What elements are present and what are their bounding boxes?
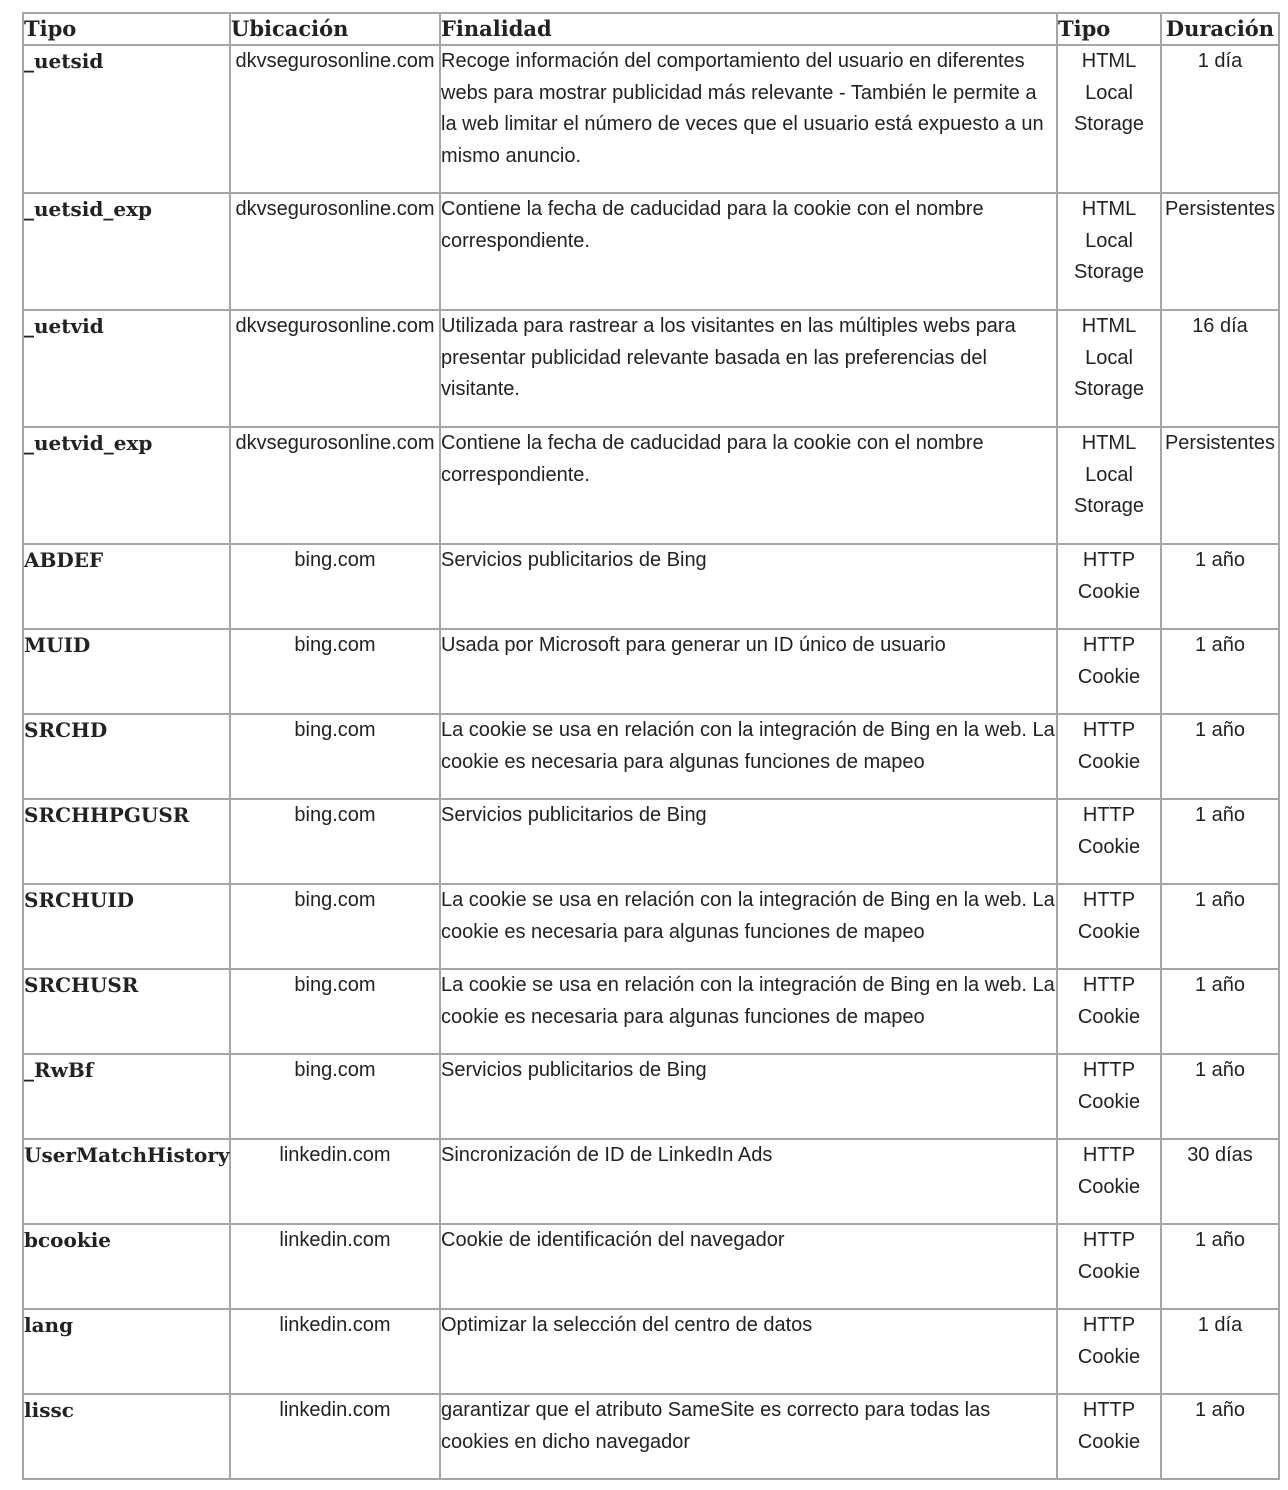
cookie-name: ABDEF	[23, 544, 230, 629]
cookie-name: bcookie	[23, 1224, 230, 1309]
table-row	[23, 193, 1279, 310]
cookie-type: HTTP Cookie	[1057, 1054, 1161, 1139]
cookie-name: _uetsid_exp	[23, 193, 230, 310]
table-row	[23, 1224, 1279, 1309]
cookie-purpose: Servicios publicitarios de Bing	[440, 544, 1057, 629]
cookie-location: bing.com	[230, 969, 440, 1054]
header-type: Tipo	[1057, 13, 1161, 45]
cookie-location: bing.com	[230, 884, 440, 969]
cookie-location: bing.com	[230, 629, 440, 714]
cookie-duration: 1 año	[1161, 1054, 1279, 1139]
header-location: Ubicación	[230, 13, 440, 45]
cookie-location: bing.com	[230, 714, 440, 799]
table-row	[23, 45, 1279, 193]
cookie-type: HTTP Cookie	[1057, 544, 1161, 629]
cookie-location: dkvsegurosonline.com	[230, 45, 440, 193]
cookie-duration: 1 año	[1161, 629, 1279, 714]
cookie-duration: 1 día	[1161, 45, 1279, 193]
cookie-type: HTTP Cookie	[1057, 1224, 1161, 1309]
cookie-name: _uetvid_exp	[23, 427, 230, 544]
cookie-purpose: Optimizar la selección del centro de datos	[440, 1309, 1057, 1394]
cookie-location: dkvsegurosonline.com	[230, 193, 440, 310]
cookie-name: MUID	[23, 629, 230, 714]
table-row	[23, 884, 1279, 969]
cookie-purpose: garantizar que el atributo SameSite es correcto para todas las cookies en dicho navegador	[440, 1394, 1057, 1479]
header-duration: Duración	[1161, 13, 1279, 45]
cookie-location: bing.com	[230, 1054, 440, 1139]
cookie-location: linkedin.com	[230, 1394, 440, 1479]
table-row	[23, 1139, 1279, 1224]
cookie-name: SRCHHPGUSR	[23, 799, 230, 884]
cookie-duration: 1 año	[1161, 714, 1279, 799]
cookie-duration: 1 año	[1161, 544, 1279, 629]
cookie-type: HTTP Cookie	[1057, 969, 1161, 1054]
cookie-name: _RwBf	[23, 1054, 230, 1139]
cookie-name: _uetsid	[23, 45, 230, 193]
table-row	[23, 427, 1279, 544]
table-row	[23, 1054, 1279, 1139]
cookie-location: bing.com	[230, 799, 440, 884]
cookie-duration: 1 año	[1161, 969, 1279, 1054]
cookie-duration: Persistentes	[1161, 193, 1279, 310]
cookie-type: HTTP Cookie	[1057, 1394, 1161, 1479]
cookie-type: HTML Local Storage	[1057, 193, 1161, 310]
table-header	[23, 13, 1279, 45]
table-row	[23, 799, 1279, 884]
cookie-type: HTML Local Storage	[1057, 427, 1161, 544]
cookie-duration: 1 año	[1161, 1224, 1279, 1309]
cookie-type: HTTP Cookie	[1057, 1139, 1161, 1224]
cookie-name: SRCHD	[23, 714, 230, 799]
cookie-purpose: Recoge información del comportamiento del usuario en diferentes webs para mostrar publicidad más relevante - También le permite a la web limitar el número de veces que el usuario está expuesto a un mismo anuncio.	[440, 45, 1057, 193]
cookie-purpose: La cookie se usa en relación con la integración de Bing en la web. La cookie es necesaria para algunas funciones de mapeo	[440, 714, 1057, 799]
cookie-name: lang	[23, 1309, 230, 1394]
cookie-purpose: La cookie se usa en relación con la integración de Bing en la web. La cookie es necesaria para algunas funciones de mapeo	[440, 884, 1057, 969]
table-row	[23, 544, 1279, 629]
cookie-duration: 1 año	[1161, 799, 1279, 884]
cookie-purpose: Servicios publicitarios de Bing	[440, 1054, 1057, 1139]
table-row	[23, 969, 1279, 1054]
cookie-type: HTTP Cookie	[1057, 884, 1161, 969]
cookie-location: linkedin.com	[230, 1309, 440, 1394]
cookie-purpose: Servicios publicitarios de Bing	[440, 799, 1057, 884]
cookie-type: HTTP Cookie	[1057, 1309, 1161, 1394]
cookie-name: SRCHUSR	[23, 969, 230, 1054]
cookie-name: lissc	[23, 1394, 230, 1479]
cookie-location: dkvsegurosonline.com	[230, 310, 440, 427]
cookie-duration: 1 año	[1161, 1394, 1279, 1479]
cookie-name: SRCHUID	[23, 884, 230, 969]
cookie-purpose: Cookie de identificación del navegador	[440, 1224, 1057, 1309]
cookie-duration: 1 día	[1161, 1309, 1279, 1394]
cookie-type: HTTP Cookie	[1057, 714, 1161, 799]
cookie-purpose: La cookie se usa en relación con la integración de Bing en la web. La cookie es necesaria para algunas funciones de mapeo	[440, 969, 1057, 1054]
cookie-location: dkvsegurosonline.com	[230, 427, 440, 544]
cookie-duration: 16 día	[1161, 310, 1279, 427]
cookies-table	[22, 12, 1280, 1480]
cookie-duration: 30 días	[1161, 1139, 1279, 1224]
cookie-location: linkedin.com	[230, 1224, 440, 1309]
cookie-name: _uetvid	[23, 310, 230, 427]
cookie-location: bing.com	[230, 544, 440, 629]
cookie-name: UserMatchHistory	[23, 1139, 230, 1224]
cookie-purpose: Utilizada para rastrear a los visitantes en las múltiples webs para presentar publicidad relevante basada en las preferencias del visitante.	[440, 310, 1057, 427]
table-row	[23, 714, 1279, 799]
table-row	[23, 1394, 1279, 1479]
cookie-type: HTML Local Storage	[1057, 45, 1161, 193]
cookie-purpose: Usada por Microsoft para generar un ID único de usuario	[440, 629, 1057, 714]
cookie-type: HTML Local Storage	[1057, 310, 1161, 427]
table-row	[23, 1309, 1279, 1394]
cookie-location: linkedin.com	[230, 1139, 440, 1224]
cookie-duration: 1 año	[1161, 884, 1279, 969]
cookie-type: HTTP Cookie	[1057, 799, 1161, 884]
cookie-type: HTTP Cookie	[1057, 629, 1161, 714]
cookie-purpose: Contiene la fecha de caducidad para la cookie con el nombre correspondiente.	[440, 193, 1057, 310]
table-row	[23, 310, 1279, 427]
header-purpose: Finalidad	[440, 13, 1057, 45]
table-row	[23, 629, 1279, 714]
cookie-purpose: Sincronización de ID de LinkedIn Ads	[440, 1139, 1057, 1224]
cookie-purpose: Contiene la fecha de caducidad para la cookie con el nombre correspondiente.	[440, 427, 1057, 544]
header-name: Tipo	[23, 13, 230, 45]
cookie-duration: Persistentes	[1161, 427, 1279, 544]
